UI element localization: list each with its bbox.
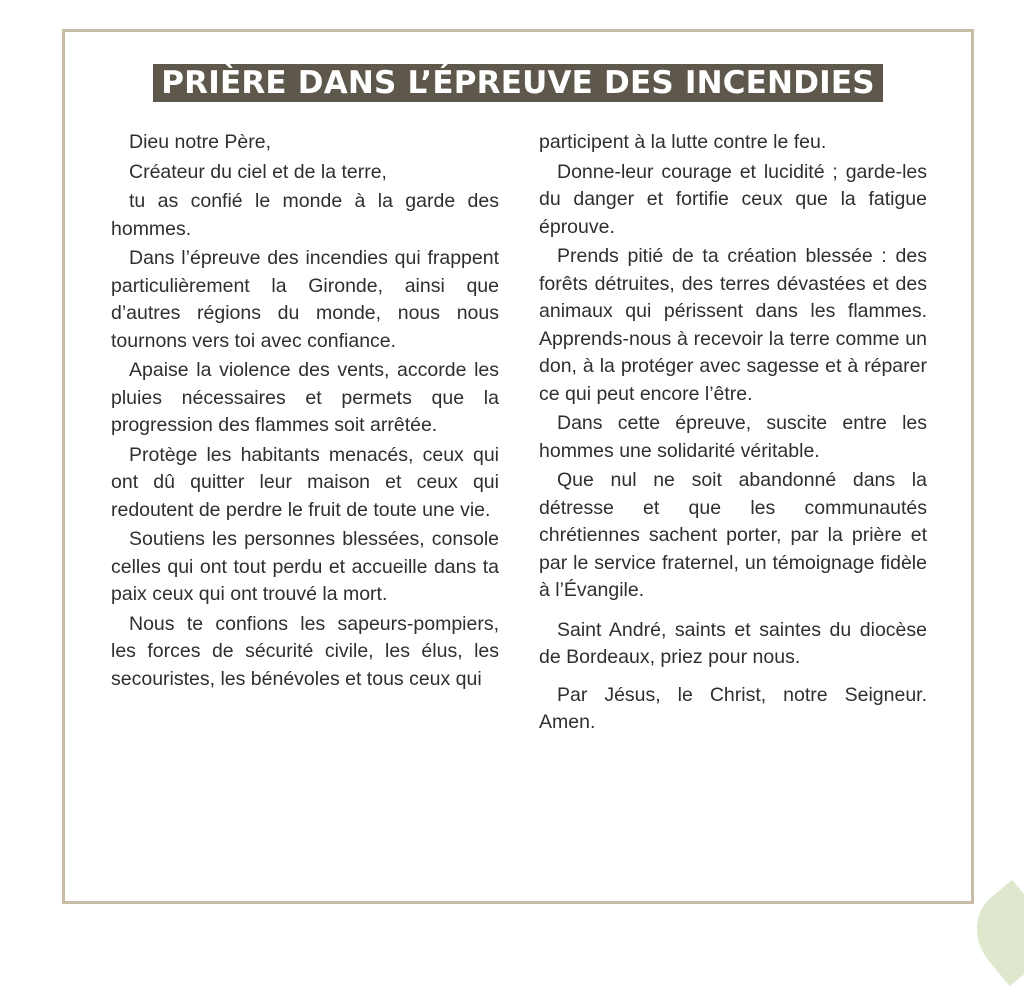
paragraph: Apaise la violence des vents, accorde les pluies nécessaires et permets que la progression des flammes soit arrêtée. [111, 359, 499, 436]
paragraph: Créateur du ciel et de la terre, [129, 160, 387, 183]
paragraph: Dieu notre Père, [129, 131, 271, 153]
paragraph: Protège les habitants menacés, ceux qui ont dû quitter leur maison et ceux qui redoutent de perdre le fruit de toute une vie. [111, 443, 499, 521]
paragraph: Soutiens les personnes blessées, console celles qui ont tout perdu et accueille dans ta paix ceux qui ont trouvé la mort. [111, 528, 499, 605]
paragraph: Nous te confions les sapeurs-pompiers, les forces de sécurité civile, les élus, les secouristes, les bénévoles et tous ceux qui [111, 612, 499, 690]
paragraph: participent à la lutte contre le feu. [539, 131, 827, 153]
title-container [65, 64, 971, 102]
paragraph: Dans l’épreuve des incendies qui frappent particulièrement la Gironde, ainsi que d’autres régions du monde, nous nous tournons vers toi avec confiance. [111, 247, 499, 352]
paragraph: Donne-leur courage et lucidité ; garde-les du danger et fortifie ceux que la fatigue éprouve. [539, 160, 927, 238]
right-column [539, 129, 927, 739]
prayer-title: PRIÈRE DANS L’ÉPREUVE DES INCENDIES [153, 64, 883, 102]
closing: Par Jésus, le Christ, notre Seigneur. Amen. [539, 683, 927, 733]
prayer-card [62, 29, 974, 904]
paragraph: tu as confié le monde à la garde des hommes. [111, 190, 499, 240]
paragraph: Que nul ne soit abandonné dans la détresse et que les communautés chrétiennes sachent porter, par la prière et par le service fraternel, un témoignage fidèle à l’Évangile. [539, 469, 927, 601]
paragraph: Prends pitié de ta création blessée : des forêts détruites, des terres dévastées et des animaux qui périssent dans les flammes. Apprends-nous à recevoir la terre comme un don, à la protéger avec sagesse et à réparer ce qui peut encore l’être. [539, 245, 927, 405]
left-column [111, 129, 499, 695]
invocation: Saint André, saints et saintes du diocèse de Bordeaux, priez pour nous. [539, 618, 927, 668]
paragraph: Dans cette épreuve, suscite entre les hommes une solidarité véritable. [539, 412, 927, 462]
